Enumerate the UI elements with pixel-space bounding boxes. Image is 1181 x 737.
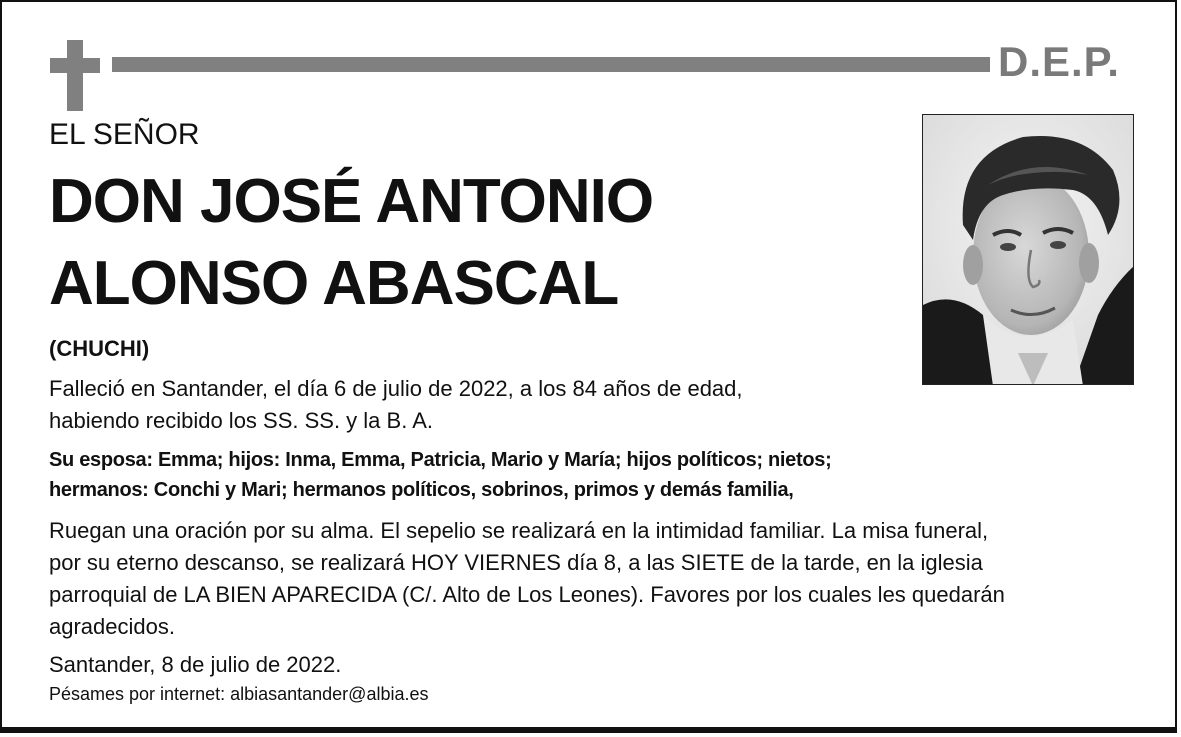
- nickname: (CHUCHI): [49, 336, 150, 361]
- header-rule: [112, 57, 990, 72]
- honorific: EL SEÑOR: [49, 118, 200, 151]
- family-line-2: hermanos: Conchi y Mari; hermanos políticos, sobrinos, primos y demás familia,: [49, 479, 794, 501]
- family-line-1: Su esposa: Emma; hijos: Inma, Emma, Patricia, Mario y María; hijos políticos; nietos;: [49, 449, 832, 471]
- death-info-line-2: habiendo recibido los SS. SS. y la B. A.: [49, 408, 434, 433]
- cross-icon: [50, 40, 100, 111]
- portrait-illustration: [923, 115, 1134, 385]
- portrait-photo: [922, 114, 1134, 385]
- cross-vertical-bar: [67, 40, 83, 111]
- death-info-line-1: Falleció en Santander, el día 6 de julio de 2022, a los 84 años de edad,: [49, 376, 743, 401]
- condolences-email: Pésames por internet: albiasantander@albia.es: [49, 684, 429, 704]
- request-line-3: parroquial de LA BIEN APARECIDA (C/. Alto de Los Leones). Favores por los cuales les quedarán: [49, 582, 1005, 607]
- place-date: Santander, 8 de julio de 2022.: [49, 652, 342, 677]
- deceased-name-line-1: DON JOSÉ ANTONIO: [49, 167, 654, 236]
- cross-horizontal-bar: [50, 58, 100, 73]
- request-line-1: Ruegan una oración por su alma. El sepelio se realizará en la intimidad familiar. La misa funeral,: [49, 518, 989, 543]
- request-line-2: por su eterno descanso, se realizará HOY VIERNES día 8, a las SIETE de la tarde, en la iglesia: [49, 550, 983, 575]
- request-line-4: agradecidos.: [49, 614, 175, 639]
- dep-label: D.E.P.: [998, 38, 1120, 85]
- deceased-name-line-2: ALONSO ABASCAL: [49, 249, 619, 318]
